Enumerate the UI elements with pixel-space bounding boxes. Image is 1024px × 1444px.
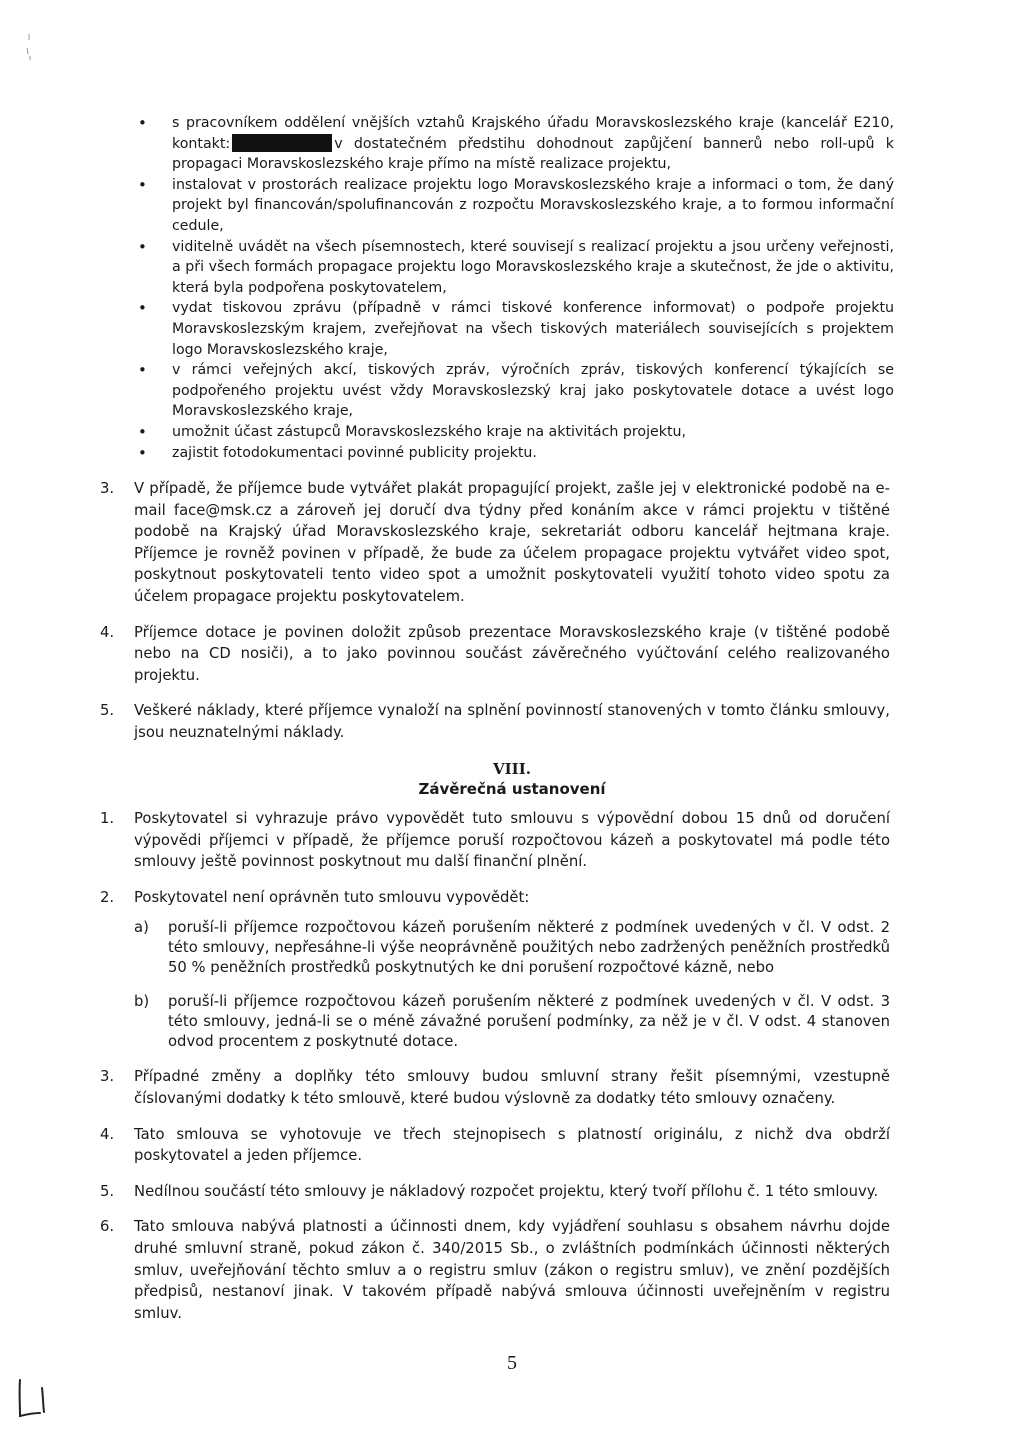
sub-item-letter: b) [134,993,150,1011]
bullet-text: umožnit účast zástupců Moravskoslezského kraje na aktivitách projektu, [172,423,687,440]
bullet-text-pre: s pracovníkem oddělení vnějších vztahů Krajského úřadu Moravskoslezského kraje (kancelář E210, kontakt: [172,115,894,152]
bullet-icon: • [138,175,147,194]
bullet-text: instalovat v prostorách realizace projektu logo Moravskoslezského kraje a informaci o tom, že daný projekt byl financován/spolufinancován z rozpočtu Moravskoslezského kraje, a to formou informační cedule, [172,176,894,234]
item-number: 6. [100,1218,115,1236]
item-number: 2. [100,888,115,906]
section-vii-items [100,478,890,758]
item-text: Poskytovatel není oprávněn tuto smlouvu vypovědět: [134,888,530,906]
numbered-item [100,808,890,873]
redaction-box [232,134,332,152]
bullet-text: viditelně uvádět na všech písemnostech, které souvisejí s realizací projektu a jsou určeny veřejnosti, a při všech formách propagace projektu logo Moravskoslezského kraje a skutečnost, že jde o aktivitu, která byla podpořena poskytovatelem, [172,238,894,296]
numbered-item [100,1124,890,1167]
item-text: Tato smlouva nabývá platnosti a účinnosti dnem, kdy vyjádření souhlasu s obsahem návrhu dojde druhé smluvní straně, pokud zákon č. 340/2015 Sb., o zvláštních podmínkách účinnosti některých smluv, uveřejňování těchto smluv a o registru smluv (zákon o registru smluv), ve znění pozdějších předpisů, nestanoví jinak. V takovém případě nabývá smlouva účinnosti uveřejněním v registru smluv. [134,1218,890,1322]
item-number: 5. [100,702,115,720]
item-text: V případě, že příjemce bude vytvářet plakát propagující projekt, zašle jej v elektronické podobě na e-mail face@msk.cz a zároveň jej doručí dva týdny před konáním akce v rámci projektu v tištěné podobě na Krajský úřad Moravskoslezského kraje, sekretariát odboru kancelář hejtmana kraje. Příjemce je rovněž povinen v případě, že bude za účelem propagace projektu vytvářet video spot, poskytnout poskytovateli tento video spot a umožnit poskytovateli využití tohoto video spotu za účelem propagace projektu poskytovatelem. [134,480,890,605]
bullet-icon: • [138,422,147,441]
numbered-item [100,622,890,687]
sub-item-letter: a) [134,919,149,937]
handwritten-initials [14,1374,56,1420]
numbered-item [100,1066,890,1109]
list-item [134,175,894,237]
bullet-icon: • [138,237,147,256]
section-title: Závěrečná ustanovení [418,780,606,798]
item-number: 5. [100,1182,115,1200]
item-text: Veškeré náklady, které příjemce vynaloží na splnění povinností stanovených v tomto článku smlouvy, jsou neuznatelnými náklady. [134,702,890,741]
page-number: 5 [507,1352,517,1374]
bullet-text: vydat tiskovou zprávu (případně v rámci tiskové konference informovat) o podpoře projektu Moravskoslezským krajem, zveřejňovat na všech tiskových materiálech souvisejících s projektem logo Moravskoslezského kraje, [172,300,894,358]
numbered-item [100,700,890,743]
sub-list [134,918,890,1052]
bullet-icon: • [138,114,147,132]
numbered-item [100,887,890,1053]
item-text: Příjemce dotace je povinen doložit způsob prezentace Moravskoslezského kraje (v tištěné podobě nebo na CD nosiči), a to jako povinnou součást závěrečného vyúčtování celého realizovaného projektu. [134,623,890,684]
item-text: Případné změny a doplňky této smlouvy budou smluvní strany řešit písemnými, vzestupně číslovanými dodatky k této smlouvě, které budou výslovně za dodatky této smlouvy označeny. [134,1068,890,1107]
item-number: 3. [100,480,115,497]
sub-item-text: poruší-li příjemce rozpočtovou kázeň porušením některé z podmínek uvedených v čl. V odst. 2 této smlouvy, nepřesáhne-li výše neoprávněně použitých nebo zadržených peněžních prostředků 50 % peněžních prostředků poskytnutých ke dni porušení rozpočtové kázně, nebo [168,919,890,977]
bullet-icon: • [138,361,147,380]
numbered-item [100,1216,890,1324]
section-number: VIII. [493,760,531,778]
bullet-icon: • [138,443,147,462]
numbered-item [100,1181,890,1203]
sub-item-text: poruší-li příjemce rozpočtovou kázeň porušením některé z podmínek uvedených v čl. V odst. 3 této smlouvy, jedná-li se o méně závažné porušení podmínky, za něž je v čl. V odst. 4 stanoven odvod procentem z poskytnuté dotace. [168,993,890,1051]
list-item [134,360,894,422]
item-number: 1. [100,810,115,827]
item-number: 4. [100,623,115,641]
list-item [134,443,894,464]
list-item [134,237,894,299]
bullet-text-post: v dostatečném předstihu dohodnout zapůjčení bannerů nebo roll-upů k propagaci Moravskoslezského kraje přímo na místě realizace projektu, [172,135,894,173]
section-viii-items [100,808,890,1338]
list-item [134,113,894,175]
sub-item [134,992,890,1052]
bullet-icon: • [138,299,147,318]
list-item [134,422,894,443]
item-number: 3. [100,1068,115,1086]
numbered-item [100,478,890,608]
list-item [134,298,894,360]
bullet-text: zajistit fotodokumentaci povinné publicity projektu. [172,444,537,461]
item-text: Nedílnou součástí této smlouvy je nákladový rozpočet projektu, který tvoří přílohu č. 1 této smlouvy. [134,1182,879,1200]
item-text: Poskytovatel si vyhrazuje právo vypovědět tuto smlouvu s výpovědní dobou 15 dnů od doručení výpovědi příjemci v případě, že příjemce poruší rozpočtovou kázeň a poskytovatel má podle této smlouvy ještě povinnost poskytnout mu další finanční plnění. [134,810,890,871]
sub-item [134,918,890,978]
item-number: 4. [100,1125,115,1143]
scan-speck-mark [22,32,36,62]
publicity-obligations-list [134,113,894,463]
item-text: Tato smlouva se vyhotovuje ve třech stejnopisech s platností originálu, z nichž dva obdrží poskytovatel a jeden příjemce. [134,1125,890,1165]
bullet-text: v rámci veřejných akcí, tiskových zpráv, výročních zpráv, tiskových konferencí týkajících se podpořeného projektu uvést vždy Moravskoslezský kraj jako poskytovatele dotace a uvést logo Moravskoslezského kraje, [172,362,894,420]
